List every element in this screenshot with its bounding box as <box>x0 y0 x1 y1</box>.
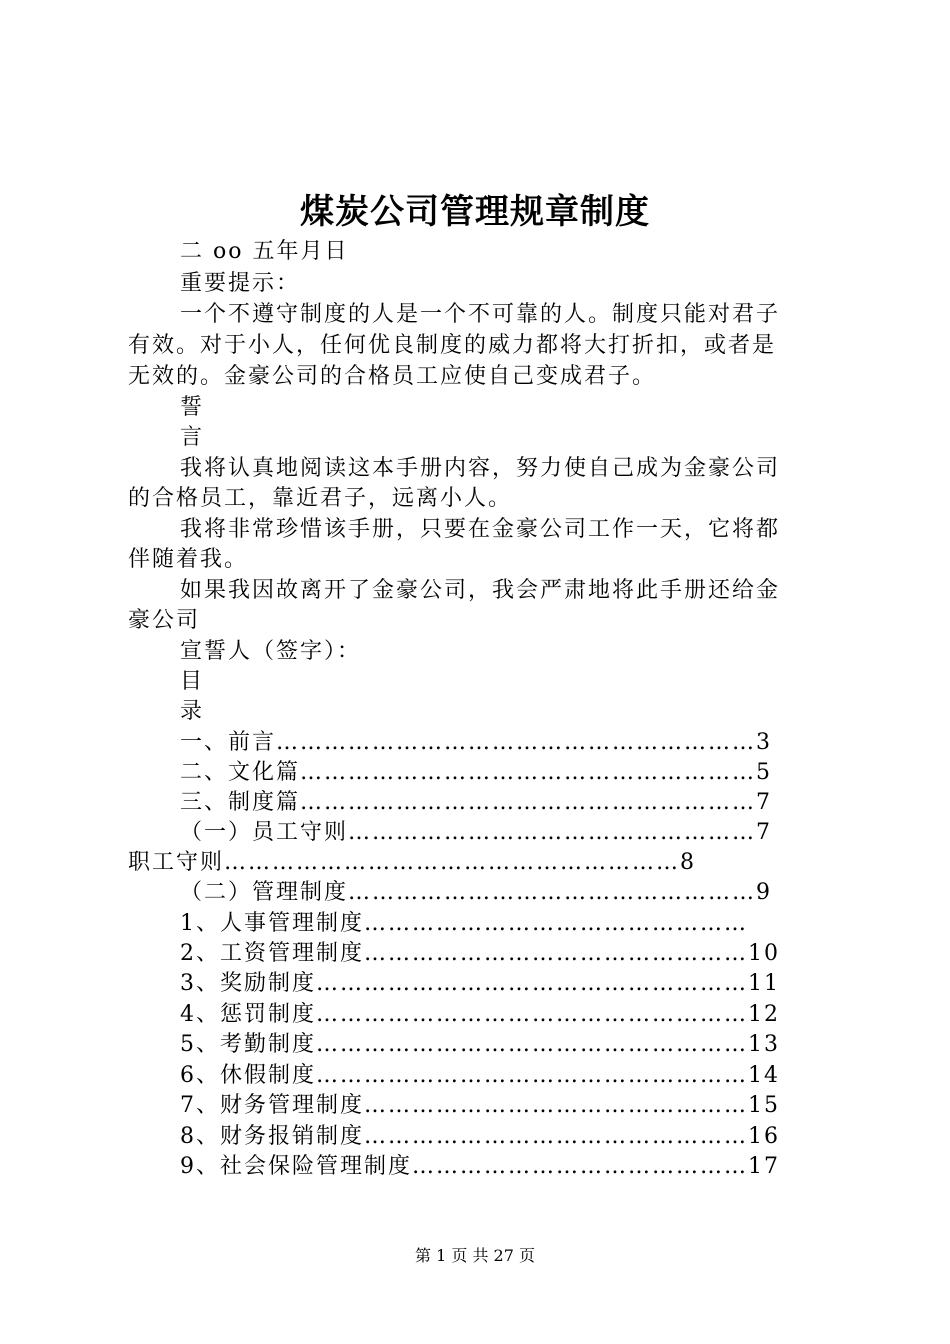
toc-entry: 职工守则…………………………………………………8 <box>128 850 696 875</box>
page-footer: 第 1 页 共 27 页 <box>415 1246 535 1265</box>
oath-heading-char: 言 <box>180 425 205 450</box>
document-title: 煤炭公司管理规章制度 <box>300 192 650 232</box>
toc-entry: 二、文化篇…………………………………………………5 <box>180 760 772 785</box>
toc-entry: 2、工资管理制度…………………………………………10 <box>180 941 780 966</box>
toc-entry: 7、财务管理制度…………………………………………15 <box>180 1093 780 1118</box>
oath-line: 豪公司 <box>128 608 201 633</box>
oath-line: 的合格员工，靠近君子，远离小人。 <box>128 486 513 511</box>
toc-entry: 8、财务报销制度…………………………………………16 <box>180 1124 780 1149</box>
toc-heading-char: 目 <box>180 669 205 694</box>
oath-line: 伴随着我。 <box>128 547 249 572</box>
notice-line: 一个不遵守制度的人是一个不可靠的人。制度只能对君子 <box>180 302 781 327</box>
toc-entry: 1、人事管理制度………………………………………… <box>180 911 748 936</box>
signature-label: 宣誓人（签字）： <box>180 639 362 664</box>
date-line: 二 oo 五年月日 <box>180 239 349 264</box>
oath-line: 我将非常珍惜该手册，只要在金豪公司工作一天，它将都 <box>180 517 781 542</box>
toc-entry: （二）管理制度……………………………………………9 <box>180 880 772 905</box>
toc-entry: 6、休假制度………………………………………………14 <box>180 1063 780 1088</box>
oath-line: 我将认真地阅读这本手册内容，努力使自己成为金豪公司 <box>180 456 781 481</box>
toc-entry: 3、奖励制度………………………………………………11 <box>180 971 780 996</box>
notice-heading: 重要提示： <box>180 271 301 296</box>
notice-line: 有效。对于小人，任何优良制度的威力都将大打折扣，或者是 <box>128 333 777 358</box>
toc-entry: 一、前言……………………………………………………3 <box>180 730 772 755</box>
toc-entry: 4、惩罚制度………………………………………………12 <box>180 1002 780 1027</box>
toc-heading-char: 录 <box>180 699 205 724</box>
notice-line: 无效的。金豪公司的合格员工应使自己变成君子。 <box>128 364 657 389</box>
toc-entry: （一）员工守则……………………………………………7 <box>180 820 772 845</box>
toc-entry: 9、社会保险管理制度……………………………………17 <box>180 1154 780 1179</box>
oath-heading-char: 誓 <box>180 395 205 420</box>
toc-entry: 5、考勤制度………………………………………………13 <box>180 1032 780 1057</box>
oath-line: 如果我因故离开了金豪公司，我会严肃地将此手册还给金 <box>180 578 781 603</box>
toc-entry: 三、制度篇…………………………………………………7 <box>180 790 772 815</box>
